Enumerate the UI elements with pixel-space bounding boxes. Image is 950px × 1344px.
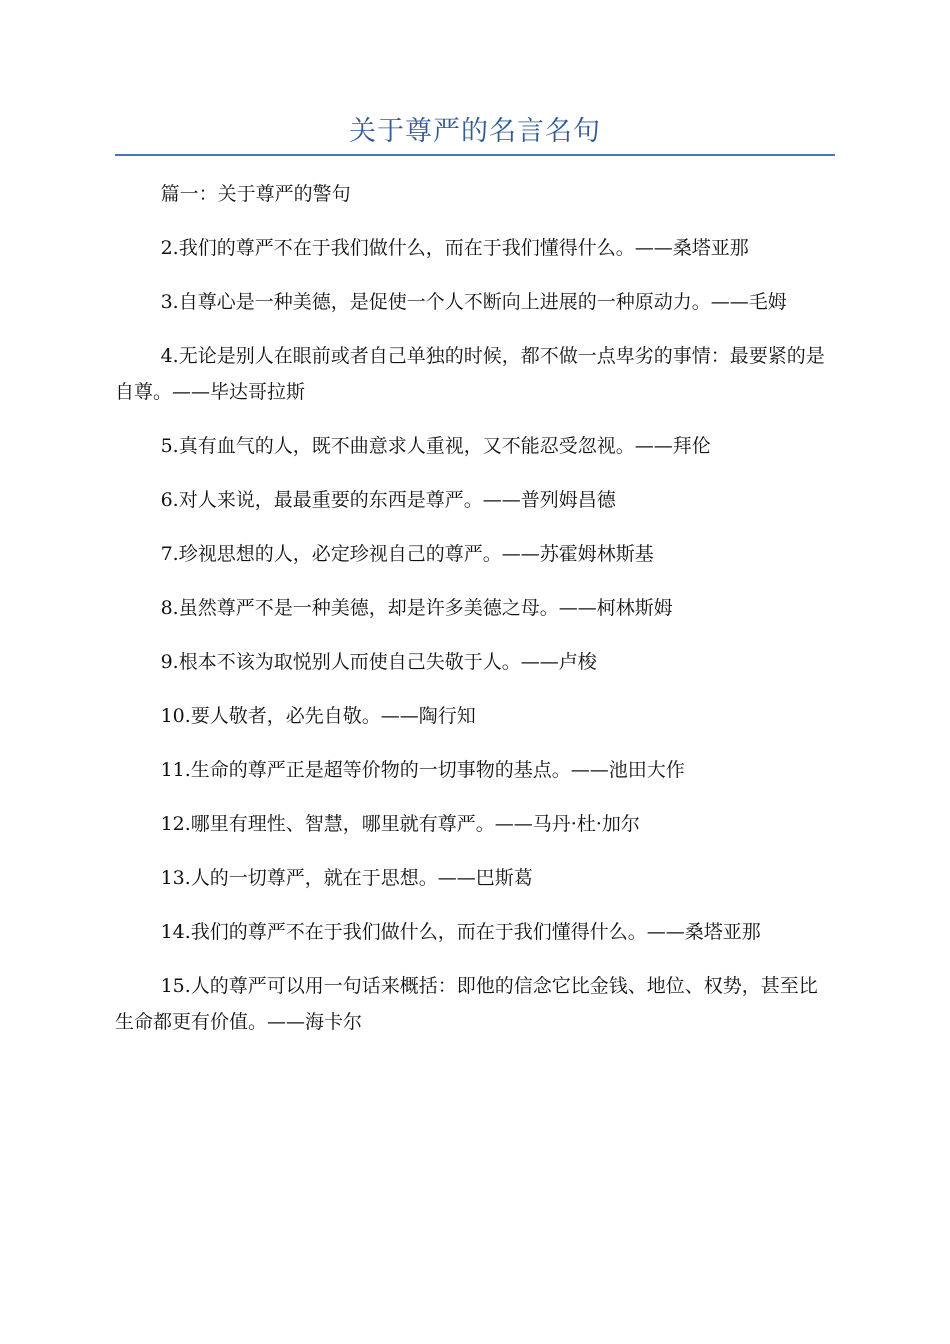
quote-paragraph: 9.根本不该为取悦别人而使自己失敬于人。——卢梭 bbox=[160, 651, 597, 673]
quote-paragraph: 12.哪里有理性、智慧，哪里就有尊严。——马丹·杜·加尔 bbox=[160, 813, 640, 835]
quote-paragraph: 13.人的一切尊严，就在于思想。——巴斯葛 bbox=[160, 867, 533, 889]
quote-paragraph: 10.要人敬者，必先自敬。——陶行知 bbox=[160, 705, 476, 727]
quote-paragraph: 8.虽然尊严不是一种美德，却是许多美德之母。——柯林斯姆 bbox=[160, 597, 673, 619]
quote-paragraph: 3.自尊心是一种美德，是促使一个人不断向上进展的一种原动力。——毛姆 bbox=[160, 291, 787, 313]
quote-paragraph: 5.真有血气的人，既不曲意求人重视，又不能忍受忽视。——拜伦 bbox=[160, 435, 711, 457]
title-divider bbox=[115, 154, 835, 156]
quote-paragraph: 7.珍视思想的人，必定珍视自己的尊严。——苏霍姆林斯基 bbox=[160, 543, 654, 565]
document-title: 关于尊严的名言名句 bbox=[349, 116, 601, 147]
quote-paragraph: 14.我们的尊严不在于我们做什么，而在于我们懂得什么。——桑塔亚那 bbox=[160, 921, 761, 943]
quote-paragraph: 11.生命的尊严正是超等价物的一切事物的基点。——池田大作 bbox=[160, 759, 685, 781]
quote-paragraph: 2.我们的尊严不在于我们做什么，而在于我们懂得什么。——桑塔亚那 bbox=[160, 237, 749, 259]
quote-paragraph: 6.对人来说，最最重要的东西是尊严。——普列姆昌德 bbox=[160, 489, 616, 511]
quote-paragraph: 4.无论是别人在眼前或者自己单独的时候，都不做一点卑劣的事情：最要紧的是自尊。——毕达哥拉斯 bbox=[115, 345, 825, 403]
section-heading: 篇一：关于尊严的警句 bbox=[160, 183, 351, 205]
document-body bbox=[115, 176, 835, 1058]
quote-paragraph: 15.人的尊严可以用一句话来概括：即他的信念它比金钱、地位、权势，甚至比生命都更有价值。——海卡尔 bbox=[115, 975, 818, 1033]
